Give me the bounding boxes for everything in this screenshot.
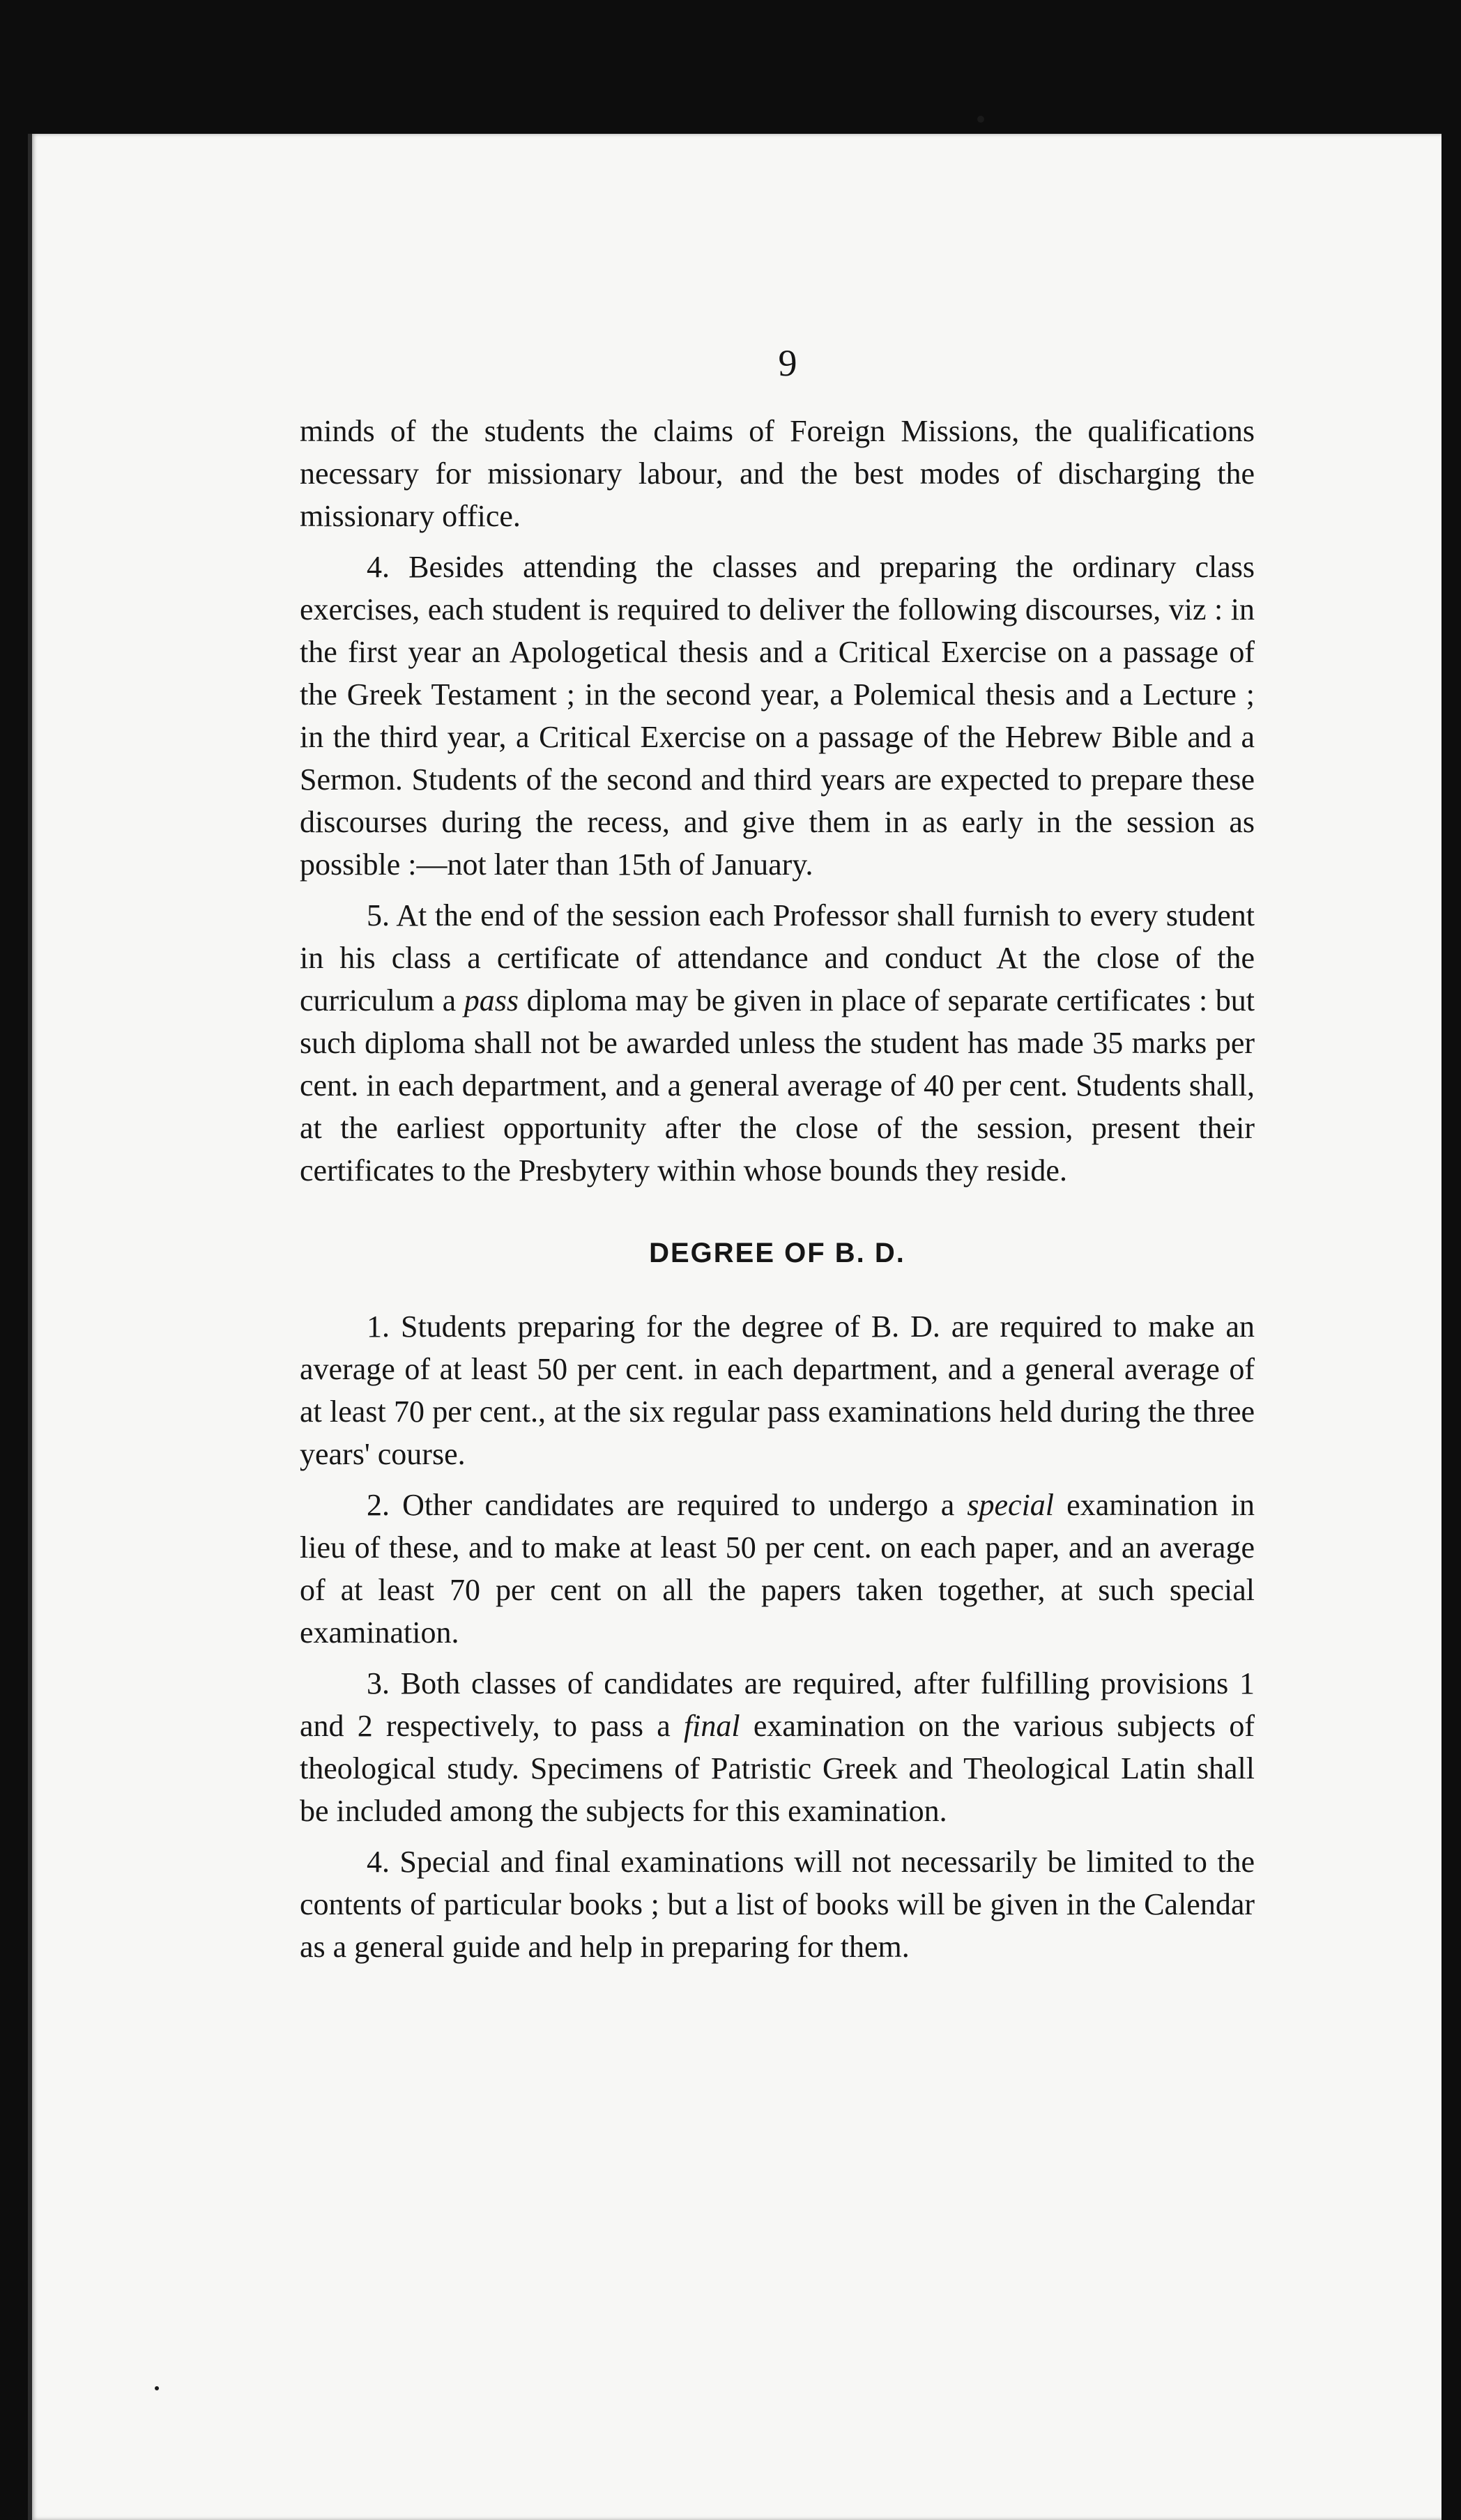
paragraph-text: Other candidates are required to undergo a: [402, 1488, 967, 1522]
page-binding-edge: [28, 134, 32, 2520]
italic-term: pass: [464, 983, 519, 1017]
paragraph-number: 3.: [367, 1666, 390, 1700]
paragraph-number: 5.: [367, 898, 390, 932]
paragraph-text: minds of the students the claims of Foreign Missions, the qualifications necessary for missionary labour, and the best modes of discharging the missionary office.: [300, 414, 1255, 533]
page-body: [300, 410, 1255, 1976]
scan-speck: [155, 2386, 159, 2390]
paragraph-text: Special and final examinations will not necessarily be limited to the contents of particular books ; but a list of books will be given in the Calendar as a general guide and help in preparing for them.: [300, 1845, 1255, 1964]
italic-term: final: [683, 1709, 740, 1743]
degree-paragraph-2: [300, 1484, 1255, 1654]
section-heading: DEGREE OF B. D.: [649, 1238, 905, 1268]
paragraph-text: diploma may be given in place of separate certificates : but such diploma shall not be awarded unless the student has made 35 marks per cent. in each department, and a general average of 40 per cent. Students shall, at the earliest opportunity after the close of the session, present their certificates to the Presbytery within whose bounds they reside.: [300, 983, 1255, 1188]
page-number: 9: [778, 342, 797, 384]
degree-paragraph-4: [300, 1841, 1255, 1968]
paragraph-text: Both classes of candidates are required, after fulfilling provisions 1 and 2 respectively, to pass a: [300, 1666, 1255, 1743]
italic-term: special: [967, 1488, 1055, 1522]
scan-speck: [977, 116, 984, 123]
paragraph-number: 1.: [367, 1309, 390, 1344]
degree-paragraph-1: [300, 1305, 1255, 1475]
paragraph-number: 2.: [367, 1488, 390, 1522]
continuation-paragraph: [300, 410, 1255, 537]
paragraph-5-certificates: [300, 894, 1255, 1192]
paragraph-text: Besides attending the classes and preparing the ordinary class exercises, each student is required to deliver the following discourses, viz : in the first year an Apologetical thesis and a Critical Exercise on a passage of the Greek Testament ; in the second year, a Polemical thesis and a Lecture ; in the third year, a Critical Exercise on a passage of the Hebrew Bible and a Sermon. Students of the second and third years are expected to prepare these discourses during the recess, and give them in as early in the session as possible :—not later than 15th of January.: [300, 550, 1255, 882]
paragraph-text: examination on the various subjects of theological study. Specimens of Patristic Greek and Theological Latin shall be included among the subjects for this examination.: [300, 1709, 1255, 1828]
paragraph-text: examination in lieu of these, and to make at least 50 per cent. on each paper, and an average of at least 70 per cent on all the papers taken together, at such special examination.: [300, 1488, 1255, 1650]
paragraph-number: 4.: [367, 550, 390, 584]
paragraph-number: 4.: [367, 1845, 390, 1879]
paragraph-4-discourses: [300, 546, 1255, 886]
degree-paragraph-3: [300, 1662, 1255, 1832]
paragraph-text: At the end of the session each Professor shall furnish to every student in his class a certificate of attendance and conduct At the close of the curriculum a: [300, 898, 1255, 1017]
paragraph-text: Students preparing for the degree of B. D. are required to make an average of at least 50 per cent. in each department, and a general average of at least 70 per cent., at the six regular pass examinations held during the three years' course.: [300, 1309, 1255, 1471]
